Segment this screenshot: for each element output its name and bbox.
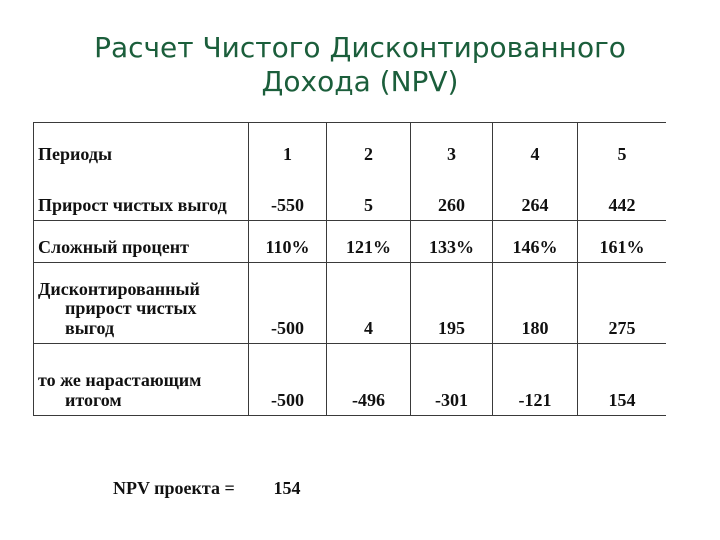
row-label: Дисконтированный [38,278,200,299]
period-cell [411,123,493,169]
cell-value: -550 [271,194,304,215]
period-cell [493,123,578,169]
row-label: прирост чистых [65,298,197,318]
value-cell [327,169,411,221]
value-cell [411,344,493,416]
cell-value: 110% [265,236,310,257]
period-number: 3 [447,143,456,164]
value-cell [411,263,493,344]
period-number: 2 [364,143,373,164]
cell-value: 275 [608,317,636,338]
row-label-cell [34,263,249,344]
value-cell [578,169,666,221]
value-cell [411,221,493,263]
value-cell [493,263,578,344]
period-cell [327,123,411,169]
npv-table [33,122,666,416]
cell-value: 260 [438,194,465,215]
period-number: 5 [617,143,627,164]
row-label: Сложный процент [38,236,189,257]
row-label: Прирост чистых выгод [38,194,227,215]
cell-value: 264 [521,194,549,215]
value-cell [249,344,327,416]
row-label: итогом [65,389,122,410]
value-cell [578,344,666,416]
value-cell [493,169,578,221]
value-cell [411,169,493,221]
value-cell [249,221,327,263]
header-label-cell [34,123,249,169]
value-cell [249,263,327,344]
row-label: выгод [65,317,115,338]
cell-value: 5 [364,194,373,215]
npv-summary-label: NPV проекта = [113,478,235,498]
cell-value: 195 [438,317,465,338]
cell-value: 442 [608,194,636,215]
value-cell [578,263,666,344]
period-number: 1 [283,143,292,164]
header-label: Периоды [38,143,113,164]
slide-title: Расчет Чистого Дисконтированного Дохода (NPV) [94,31,626,98]
row-label-cell [34,344,249,416]
value-cell [249,169,327,221]
cell-value: -500 [271,389,304,410]
value-cell [327,344,411,416]
value-cell [493,221,578,263]
row-label: то же нарастающим [38,370,202,390]
cell-value: -301 [435,389,468,410]
row-label-cell [34,221,249,263]
cell-value: -121 [518,389,552,410]
cell-value: -500 [271,317,304,338]
cell-value: 4 [364,317,373,338]
npv-summary-value: 154 [273,478,301,498]
value-cell [578,221,666,263]
period-number: 4 [530,143,540,164]
cell-value: 133% [429,236,474,257]
row-label-cell [34,169,249,221]
value-cell [327,221,411,263]
period-cell [578,123,666,169]
period-cell [249,123,327,169]
cell-value: 161% [599,236,645,257]
cell-value: 146% [512,236,558,257]
cell-value: 154 [608,389,636,410]
value-cell [493,344,578,416]
cell-value: -496 [352,389,385,410]
cell-value: 180 [521,317,549,338]
cell-value: 121% [346,236,391,257]
value-cell [327,263,411,344]
